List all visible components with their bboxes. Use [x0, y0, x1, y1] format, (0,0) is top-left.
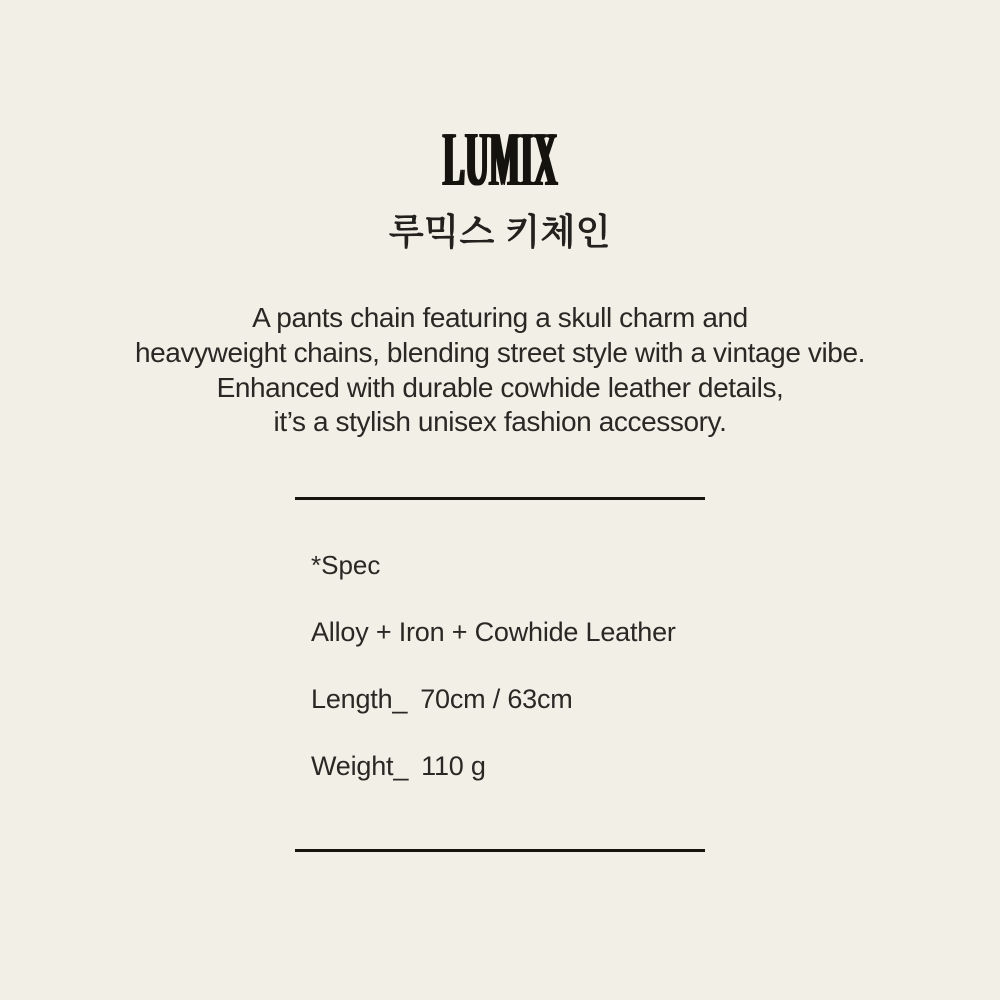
product-description: [0, 301, 1000, 440]
spec-row-length: [311, 684, 705, 714]
spec-length-label: Length_: [311, 684, 408, 714]
spec-panel: [295, 497, 705, 852]
description-line-4: it’s a stylish unisex fashion accessory.: [273, 406, 727, 438]
product-title-korean: 루믹스 키체인: [388, 211, 612, 252]
brand-logo-container: [0, 116, 1000, 202]
spec-weight-label: Weight_: [311, 751, 409, 781]
spec-material: Alloy + Iron + Cowhide Leather: [311, 617, 676, 647]
spec-row-weight: [311, 751, 705, 781]
description-line-2: heavyweight chains, blending street style with a vintage vibe.: [134, 336, 866, 368]
spec-heading: *Spec: [311, 550, 381, 580]
spec-length-value: 70cm / 63cm: [420, 684, 573, 714]
brand-logo: LUMIX: [442, 116, 558, 202]
spec-weight-value: 110 g: [421, 751, 486, 781]
description-line-3: Enhanced with durable cowhide leather details,: [216, 371, 784, 403]
description-line-1: A pants chain featuring a skull charm and: [252, 302, 748, 333]
